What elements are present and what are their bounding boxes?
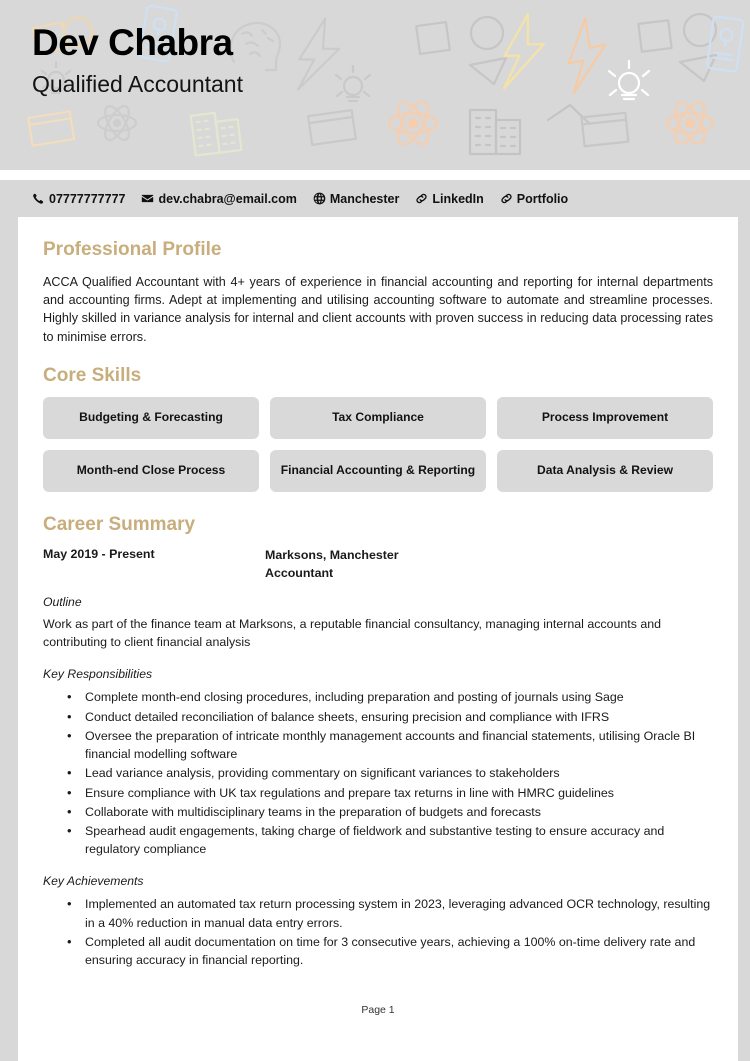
skill-chip: Data Analysis & Review [497, 450, 713, 492]
banner-divider [0, 170, 750, 180]
skill-chip: Month-end Close Process [43, 450, 259, 492]
envelope-icon [141, 192, 154, 205]
section-heading-professional-profile: Professional Profile [43, 239, 222, 260]
resume-page [18, 217, 738, 1061]
link-icon [415, 192, 428, 205]
contact-phone-label: 07777777777 [49, 191, 126, 206]
section-heading-career-summary: Career Summary [43, 513, 196, 535]
contact-portfolio[interactable] [500, 192, 568, 206]
list-item: • Completed all audit documentation on time for 3 consecutive years, achieving a 100% on-time delivery rate and ensuring accuracy in financial reporting. [85, 933, 713, 969]
career-entry [43, 547, 713, 969]
skill-chip: Process Improvement [497, 397, 713, 439]
phone-icon [32, 192, 45, 205]
responsibilities-list [43, 688, 713, 858]
job-company: Marksons, Manchester [265, 548, 399, 563]
link-icon [500, 192, 513, 205]
contact-phone[interactable] [32, 192, 125, 206]
skill-chip: Tax Compliance [270, 397, 486, 439]
achievements-label: Key Achievements [43, 874, 144, 889]
outline-body: Work as part of the finance team at Marksons, a reputable financial consultancy, managing internal accounts and contributing to client financial analysis [43, 617, 662, 650]
outline-label: Outline [43, 595, 82, 610]
list-item: • Lead variance analysis, providing commentary on significant variances to stakeholders [85, 764, 713, 782]
candidate-headline: Qualified Accountant [32, 70, 243, 97]
banner-text-block [32, 22, 243, 98]
contact-email-label: dev.chabra@email.com [158, 191, 297, 206]
contact-linkedin[interactable] [415, 192, 483, 206]
section-heading-core-skills: Core Skills [43, 364, 142, 386]
candidate-name: Dev Chabra [32, 22, 233, 63]
contact-location-label: Manchester [329, 191, 400, 206]
list-item: • Oversee the preparation of intricate monthly management accounts and financial statements, utilising Oracle BI financial modelling software [85, 727, 713, 763]
contact-linkedin-label: LinkedIn [432, 191, 484, 206]
responsibilities-label: Key Responsibilities [43, 667, 153, 682]
page-sheet-wrapper [0, 217, 750, 1061]
job-company-block [265, 547, 399, 583]
list-item: • Collaborate with multidisciplinary teams in the preparation of budgets and forecasts [85, 803, 713, 821]
list-item: • Spearhead audit engagements, taking charge of fieldwork and substantive testing to ensure accuracy and regulatory compliance [85, 822, 713, 858]
page-number-footer: Page 1 [361, 1004, 395, 1016]
contact-location[interactable] [313, 192, 399, 206]
contact-bar [0, 180, 750, 217]
list-item: • Ensure compliance with UK tax regulations and prepare tax returns in line with HMRC guidelines [85, 784, 713, 802]
skill-chip: Financial Accounting & Reporting [270, 450, 486, 492]
job-title: Accountant [265, 566, 334, 581]
contact-email[interactable] [141, 192, 296, 206]
professional-profile-body: ACCA Qualified Accountant with 4+ years of experience in financial accounting and reporting for internal departments and accounting firms. Adept at implementing and utilising accounting software to automate and streamline processes. Highly skilled in variance analysis for internal and client accounts with proven success in reducing data processing rates to minimise errors. [43, 274, 713, 344]
contact-portfolio-label: Portfolio [516, 191, 569, 206]
job-dates: May 2019 - Present [43, 547, 155, 562]
achievements-list [43, 895, 713, 969]
list-item: • Complete month-end closing procedures, including preparation and posting of journals using Sage [85, 688, 713, 706]
list-item: • Conduct detailed reconciliation of balance sheets, ensuring precision and compliance with IFRS [85, 708, 713, 726]
header-banner [0, 0, 750, 170]
skill-chip: Budgeting & Forecasting [43, 397, 259, 439]
globe-icon [313, 192, 326, 205]
job-header [43, 547, 713, 583]
list-item: • Implemented an automated tax return processing system in 2023, leveraging advanced OCR technology, resulting in a 40% reduction in manual data entry errors. [85, 895, 713, 931]
core-skills-grid [43, 397, 713, 492]
